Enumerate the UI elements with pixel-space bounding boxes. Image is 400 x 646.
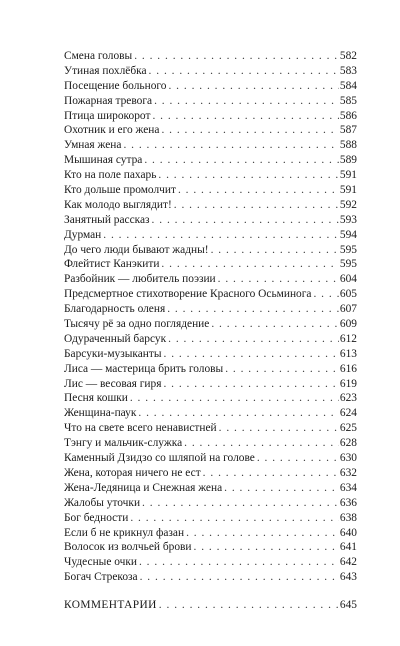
- toc-list: [64, 49, 357, 613]
- toc-entry: [64, 347, 357, 362]
- toc-entry-page: 636: [339, 496, 357, 509]
- toc-entry-page: 630: [339, 452, 357, 465]
- toc-entry: [64, 198, 357, 213]
- toc-entry: [64, 526, 357, 541]
- toc-entry-page: 607: [339, 303, 357, 316]
- toc-entry-page: 643: [339, 571, 357, 584]
- toc-dot-leader: [167, 302, 339, 317]
- toc-entry-title: Благодарность оленя: [64, 303, 166, 316]
- toc-dot-leader: [152, 213, 339, 228]
- toc-dot-leader: [103, 228, 339, 243]
- toc-entry: [64, 421, 357, 436]
- toc-dot-leader: [154, 94, 339, 109]
- toc-entry: [64, 79, 357, 94]
- toc-entry: [64, 377, 357, 392]
- toc-entry-page: 588: [339, 139, 357, 152]
- toc-dot-leader: [159, 598, 339, 613]
- toc-dot-leader: [163, 377, 338, 392]
- toc-entry-page: 604: [339, 273, 357, 286]
- toc-dot-leader: [130, 511, 339, 526]
- toc-entry-title: Разбойник — любитель поэзии: [64, 273, 216, 286]
- toc-entry: [64, 228, 357, 243]
- toc-entry: [64, 496, 357, 511]
- toc-dot-leader: [218, 272, 339, 287]
- toc-entry: [64, 94, 357, 109]
- toc-entry: [64, 555, 357, 570]
- toc-entry-page: 642: [339, 556, 357, 569]
- toc-dot-leader: [123, 138, 338, 153]
- toc-section-title: КОММЕНТАРИИ: [64, 599, 157, 612]
- toc-entry-page: 625: [339, 422, 357, 435]
- toc-entry: [64, 287, 357, 302]
- toc-entry-page: 585: [339, 94, 357, 107]
- toc-entry-title: Умная жена: [64, 139, 122, 152]
- toc-entry: [64, 109, 357, 124]
- toc-entry-page: 595: [339, 258, 357, 271]
- toc-entry: [64, 183, 357, 198]
- toc-dot-leader: [211, 243, 339, 258]
- toc-dot-leader: [174, 198, 339, 213]
- toc-entry-title: Дурман: [64, 228, 102, 241]
- toc-dot-leader: [140, 570, 339, 585]
- toc-entry: [64, 466, 357, 481]
- toc-entry-page: 623: [339, 392, 357, 405]
- toc-dot-leader: [194, 540, 339, 555]
- toc-entry-page: 584: [339, 79, 357, 92]
- toc-entry-title: Посещение больного: [64, 79, 167, 92]
- toc-entry: [64, 153, 357, 168]
- toc-entry: [64, 213, 357, 228]
- toc-entry-page: 612: [339, 332, 357, 345]
- toc-entry-title: До чего люди бывают жадны!: [64, 243, 209, 256]
- toc-entry: [64, 391, 357, 406]
- toc-entry-page: 628: [339, 437, 357, 450]
- toc-entry-title: Смена головы: [64, 50, 133, 62]
- toc-entry-page: 591: [339, 184, 357, 197]
- toc-entry-title: Одураченный барсук: [64, 332, 167, 345]
- toc-entry-page: 595: [339, 243, 357, 256]
- toc-entry: [64, 64, 357, 79]
- toc-entry: [64, 317, 357, 332]
- toc-entry-title: Песня кошки: [64, 392, 128, 405]
- toc-dot-leader: [164, 347, 339, 362]
- toc-entry-title: Мышиная сутра: [64, 154, 143, 167]
- toc-entry-title: Лиса — мастерица брить головы: [64, 362, 224, 375]
- toc-entry: [64, 168, 357, 183]
- toc-entry-title: Барсуки-музыканты: [64, 347, 162, 360]
- toc-entry: [64, 138, 357, 153]
- toc-entry-page: 641: [339, 541, 357, 554]
- toc-entry-title: Лис — весовая гиря: [64, 377, 162, 390]
- toc-entry-title: Волосок из волчьей брови: [64, 541, 192, 554]
- toc-entry-page: 586: [339, 109, 357, 122]
- toc-entry-title: Занятный рассказ: [64, 213, 150, 226]
- toc-section-entry: [64, 598, 357, 613]
- table-of-contents: [64, 49, 357, 613]
- toc-entry: [64, 511, 357, 526]
- toc-dot-leader: [257, 451, 339, 466]
- toc-entry: [64, 406, 357, 421]
- toc-entry-page: 638: [339, 511, 357, 524]
- toc-entry: [64, 362, 357, 377]
- toc-entry-page: 583: [339, 64, 357, 77]
- toc-dot-leader: [178, 183, 339, 198]
- toc-entry-title: Охотник и его жена: [64, 124, 160, 137]
- toc-entry-page: 592: [339, 198, 357, 211]
- toc-entry: [64, 123, 357, 138]
- toc-dot-leader: [225, 362, 339, 377]
- toc-entry-page: 619: [339, 377, 357, 390]
- toc-entry-title: Как молодо выглядит!: [64, 198, 172, 211]
- toc-section-page: 645: [339, 599, 357, 612]
- toc-entry: [64, 540, 357, 555]
- toc-entry-page: 640: [339, 526, 357, 539]
- toc-entry-title: Пожарная тревога: [64, 94, 153, 107]
- toc-entry-title: Птица широкорот: [64, 109, 151, 122]
- toc-entry-page: 624: [339, 407, 357, 420]
- toc-entry-title: Жена-Ледяница и Снежная жена: [64, 481, 223, 494]
- toc-dot-leader: [142, 496, 339, 511]
- toc-entry: [64, 451, 357, 466]
- toc-dot-leader: [144, 153, 339, 168]
- toc-entry-page: 593: [339, 213, 357, 226]
- toc-dot-leader: [224, 481, 339, 496]
- toc-entry-title: Флейтист Канэкити: [64, 258, 160, 271]
- toc-entry-page: 634: [339, 481, 357, 494]
- toc-entry: [64, 570, 357, 585]
- toc-dot-leader: [186, 526, 339, 541]
- toc-entry-title: Жена, которая ничего не ест: [64, 466, 201, 479]
- toc-entry-page: 591: [339, 169, 357, 182]
- toc-entry: [64, 49, 357, 64]
- toc-dot-leader: [138, 406, 339, 421]
- toc-entry: [64, 302, 357, 317]
- toc-dot-leader: [139, 555, 339, 570]
- toc-dot-leader: [161, 123, 338, 138]
- toc-entry-title: Что на свете всего ненавистней: [64, 422, 217, 435]
- toc-dot-leader: [161, 257, 338, 272]
- toc-entry: [64, 332, 357, 347]
- toc-entry-title: Каменный Дзидзо со шляпой на голове: [64, 452, 255, 465]
- toc-entry-title: Женщина-паук: [64, 407, 137, 420]
- toc-entry-page: 605: [339, 288, 357, 301]
- toc-entry-title: Бог бедности: [64, 511, 129, 524]
- toc-dot-leader: [184, 436, 339, 451]
- toc-entry-page: 582: [339, 50, 357, 62]
- toc-entry-page: 616: [339, 362, 357, 375]
- toc-entry-title: Тысячу рё за одно поглядение: [64, 318, 210, 331]
- toc-dot-leader: [203, 466, 339, 481]
- toc-entry: [64, 243, 357, 258]
- toc-dot-leader: [168, 79, 338, 94]
- toc-entry-title: Предсмертное стихотворение Красного Осьминога: [64, 288, 312, 301]
- toc-dot-leader: [313, 287, 338, 302]
- toc-dot-leader: [134, 49, 339, 64]
- toc-entry-title: Утиная похлёбка: [64, 64, 147, 77]
- toc-entry-title: Тэнгу и мальчик-служка: [64, 437, 183, 450]
- toc-entry: [64, 272, 357, 287]
- toc-dot-leader: [130, 391, 339, 406]
- toc-entry-title: Жалобы уточки: [64, 496, 141, 509]
- toc-entry: [64, 436, 357, 451]
- toc-entry-title: Кто на поле пахарь: [64, 169, 157, 182]
- toc-dot-leader: [211, 317, 339, 332]
- toc-entry: [64, 481, 357, 496]
- toc-entry-title: Если б не крикнул фазан: [64, 526, 185, 539]
- toc-entry-title: Чудесные очки: [64, 556, 137, 569]
- toc-entry-page: 632: [339, 466, 357, 479]
- toc-dot-leader: [168, 332, 339, 347]
- toc-entry-page: 609: [339, 318, 357, 331]
- toc-entry-title: Кто дольше промолчит: [64, 184, 176, 197]
- toc-dot-leader: [152, 109, 338, 124]
- toc-dot-leader: [149, 64, 339, 79]
- toc-entry-page: 589: [339, 154, 357, 167]
- toc-dot-leader: [219, 421, 339, 436]
- toc-entry-page: 587: [339, 124, 357, 137]
- toc-dot-leader: [158, 168, 339, 183]
- toc-entry: [64, 257, 357, 272]
- toc-entry-page: 594: [339, 228, 357, 241]
- toc-entry-page: 613: [339, 347, 357, 360]
- toc-entry-title: Богач Стрекоза: [64, 571, 138, 584]
